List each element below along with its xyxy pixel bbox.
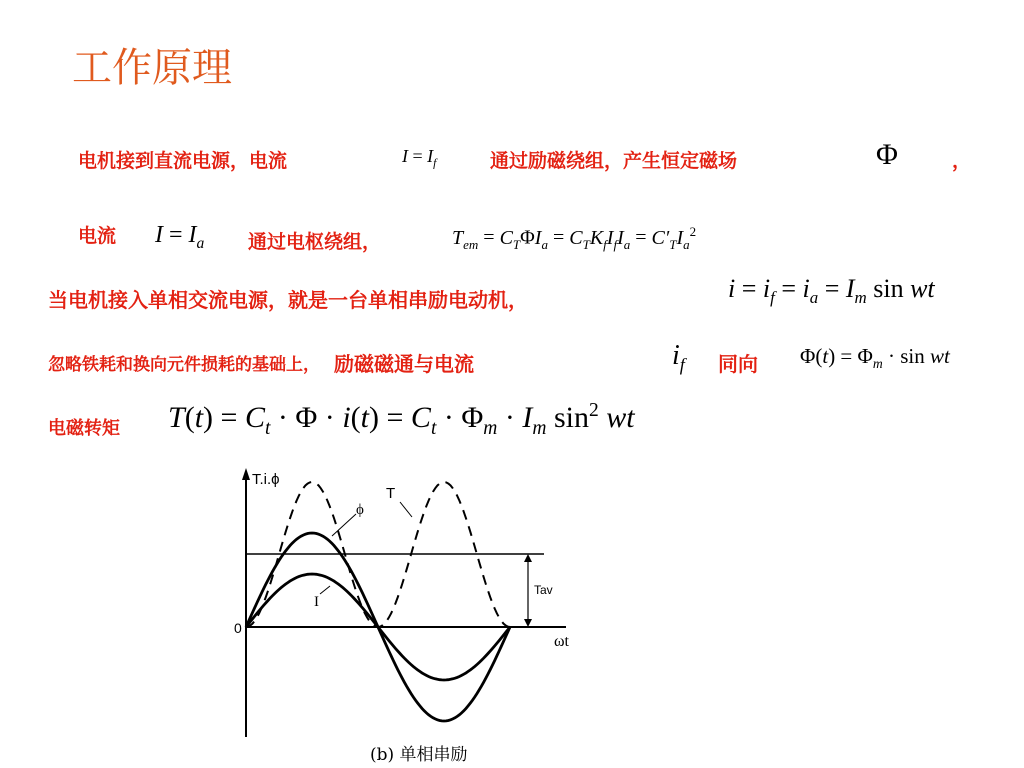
line1-text-b: 通过励磁绕组，产生恒定磁场: [490, 150, 738, 172]
formula-i-equals-if: $I = I_f$: [402, 146, 437, 170]
formula-torque-ac: $T(t) = C_t \cdot \Phi \cdot i(t) = C_t \cdot \Phi_m \cdot I_m$ $\sin^2$ wt: [168, 400, 635, 439]
phi-leader: [332, 514, 356, 536]
tav-label: Tav: [534, 583, 553, 597]
formula-if: $i_f$: [672, 340, 685, 375]
waveform-figure: [226, 462, 596, 762]
t-leader: [400, 502, 412, 517]
line2-text-a: 电流: [78, 225, 117, 247]
formula-torque-dc: $T_{em} = C_T\Phi I_a = C_TK_fI_fI_a = C'_TI_a^2$: [452, 224, 697, 252]
line4-text-b: 励磁磁通与电流: [334, 352, 474, 376]
line1-text-a: 电机接到直流电源，电流: [78, 150, 288, 172]
line5-text: 电磁转矩: [48, 418, 120, 439]
formula-current: $i = i_f = i_a = I_m$ sin wt: [728, 274, 935, 308]
i-leader: [320, 586, 330, 594]
i-label: I: [314, 594, 319, 610]
y-axis-label: T.i.ϕ: [252, 471, 280, 488]
formula-i-equals-ia: $I = I_a$: [155, 222, 205, 252]
tav-arrow-top: [524, 554, 532, 562]
t-label: T: [386, 485, 396, 502]
line1-comma: ，: [952, 150, 972, 172]
origin-label: 0: [234, 620, 242, 636]
line4-text-a: 忽略铁耗和换向元件损耗的基础上，: [48, 355, 320, 375]
page-title: 工作原理: [72, 45, 232, 91]
line2-text-b: 通过电枢绕组，: [248, 231, 382, 253]
tav-arrow-bottom: [524, 619, 532, 627]
y-axis-arrow: [242, 468, 250, 480]
line4-text-c: 同向: [718, 352, 758, 376]
x-axis-label: ωt: [554, 633, 569, 650]
figure-caption: (b) 单相串励: [370, 745, 468, 765]
line3-text: 当电机接入单相交流电源，就是一台单相串励电动机，: [48, 288, 528, 312]
formula-flux: $\Phi(t) = \Phi_m \cdot \sin$ wt: [800, 344, 950, 372]
phi-symbol: Φ: [876, 138, 898, 171]
phi-label: ϕ: [356, 502, 364, 518]
